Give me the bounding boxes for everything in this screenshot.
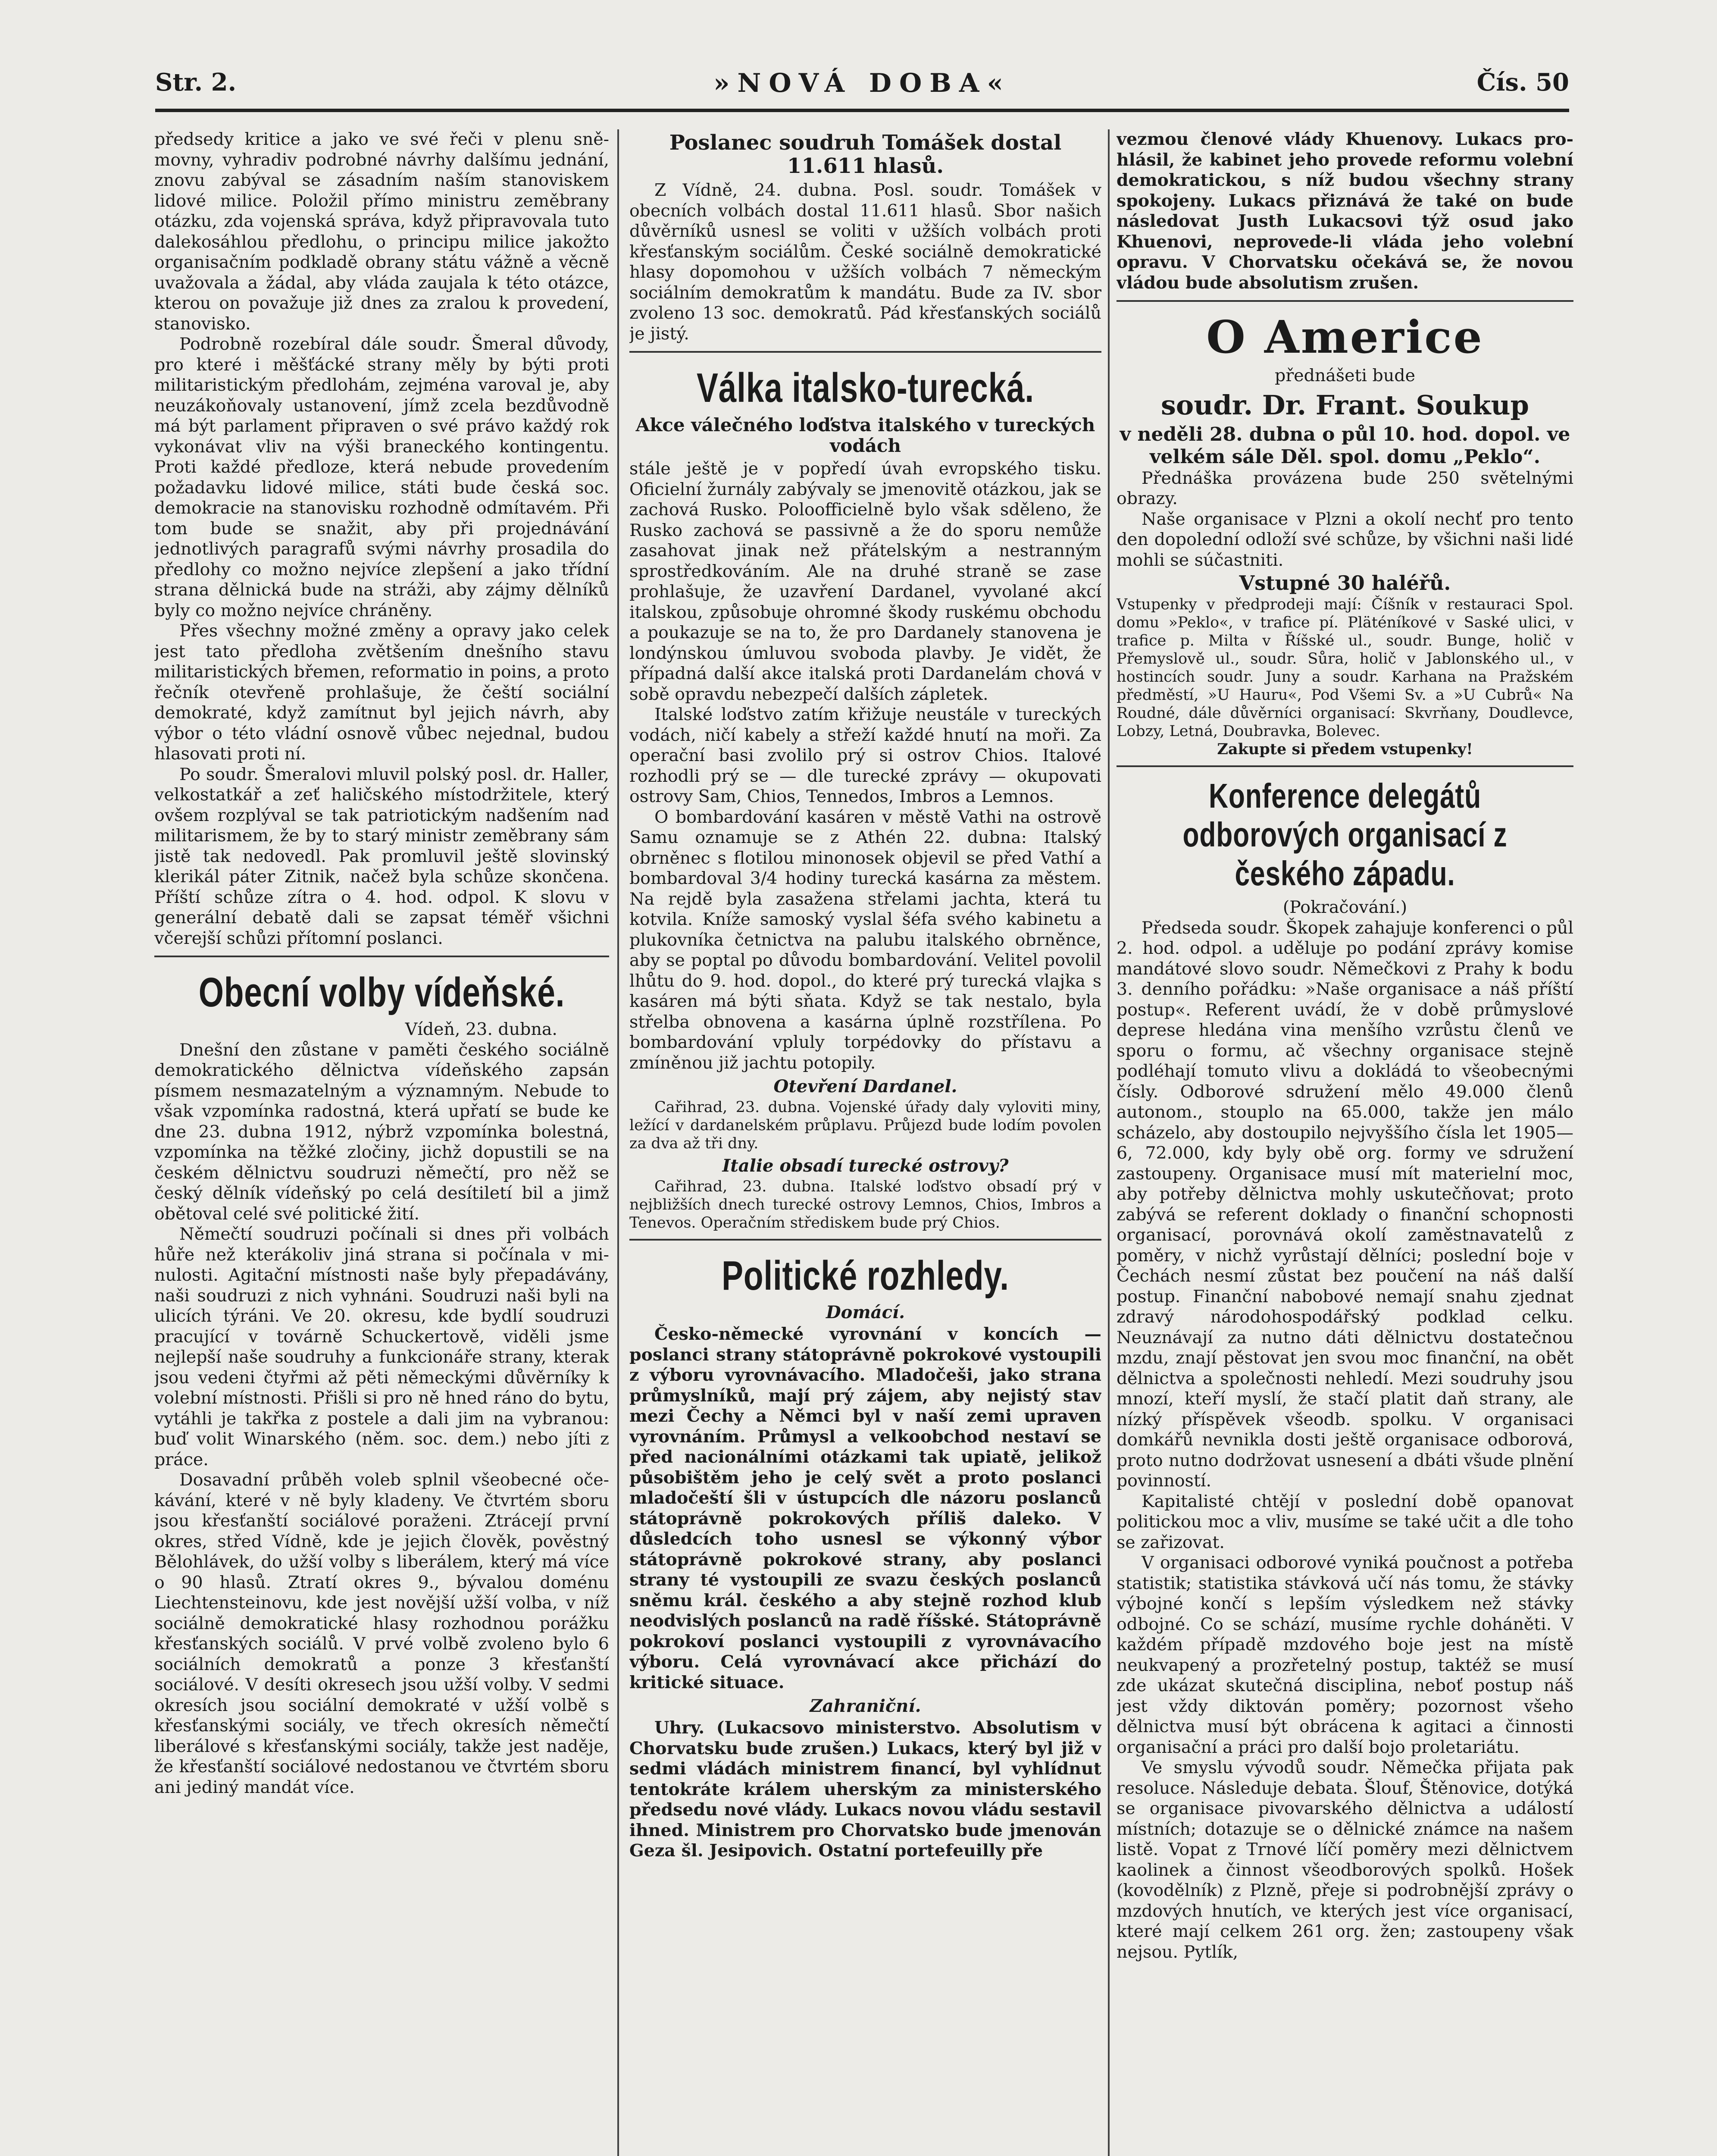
paragraph: Z Vídně, 24. dubna. Posl. soudr. Tomášek v obecních volbách dostal 11.611 hlasů. Sbor našich důvěrníků usnesl se voliti v užších volbách proti křesťanským sociálům. České sociálně demokratické hlasy dopomohou v užších volbách 7 německým sociálním demokratům k mandátu. Bude za IV. sbor zvoleno 13 soc. demokratů. Pád křesťanských sociálů je jistý. (629, 180, 1101, 344)
article-heading: Válka italsko-turecká. (697, 365, 1034, 411)
paragraph: Po soudr. Šmeralovi mluvil polský posl. dr. Haller, velkostatkář a zeť haličského místodržitele, který ovšem rozplýval se tak patriotickým nadšením nad militarismem, že by to starý ministr zeměbrany sám jistě tak nedovedl. Pak promluvil ještě slovinský klerikál páter Zitnik, načež byla schůze skončena. Příští schůze zítra o 4. hod. odpol. K slovu v generální debatě dali se zapsat téměř všichni včerejší schůzi přítomní poslanci. (154, 764, 609, 948)
masthead-title: »NOVÁ DOBA« (713, 68, 1011, 98)
section-heading: Politické rozhledy. (722, 1253, 1009, 1299)
paragraph: Předseda soudr. Škopek zahajuje konferenci o půl 2. hod. odpol. a uděluje po podání zprávy komise mandátové slovo soudr. Němečkovi z Prahy k bodu 3. denního pořádku: »Naše organisace a náš příští postup«. Referent uvádí, že v době průmyslové deprese hledána vina menšího vzrůstu členů ve sporu o formu, ač všechny organisace stejně podléhají tomuto vlivu a dokládá to všeobecnými čísly. Odborové sdružení mělo 49.000 členů autonom., stouplo na 65.000, takže jen málo scházelo, aby dostoupilo nejvyššího čísla let 1905—6, 72.000, kdy byly obě org. formy ve sdružení zastoupeny. Organisace musí mít materielní moc, aby potřeby dělnictva mohly uskutečňovat; proto zabývá se referent doklady o finanční schopnosti organisací, porovnává okolí zaměstnavatelů z poměry, v nichž vyrůstají dělníci; poslední boje v Čechách nesmí zůstat bez poučení na náš další postup. Finanční nabobové nemají snahu zjednat zdravý národohospodářský podklad celku. Neuznávají za nutno dáti dělnictvu dostatečnou mzdu, znají pěstovat jen svou moc finanční, na obět dělnictva a společnosti nehledí. Mezi soudruhy jsou mnozí, kteří myslí, že stačí platit daň strany, ale nízký příspěvek všeodb. spolku. V organisaci domkářů nevnikla dosti ještě organisace odborová, proto nutno dodržovat usnesení a dbáti všude plnění povinností. (1117, 918, 1573, 1491)
paragraph: Uhry. (Lukacsovo ministerstvo. Absolutism v Chorvatsku bude zrušen.) Lukacs, který byl již v sedmi vládách ministrem financí, byl vyhlídnut tentokráte králem uherským za ministerského předsedu nové vlády. Lukacs novou vládu sestavil ihned. Ministrem pro Chorvatsko bude jmenován Geza šl. Jesipovich. Ostatní portefeuilly pře (629, 1718, 1101, 1861)
section-rule (629, 1239, 1101, 1241)
column-3 (1117, 129, 1573, 2156)
paragraph: Ve smyslu vývodů soudr. Němečka přijata pak resoluce. Následuje debata. Šlouf, Štěnovice, dotýká se organisace pivovarského dělnictva a událostí místních; dotazuje se o dělnické známce na našem listě. Vopat z Trnové líčí poměry mezi dělnictvem kaolinek a činnost všeodborových spolků. Hošek (kovodělník) z Plzně, přeje si podrobnější zprávy o mzdových hnutích, ve kterých jest více organisací, které mají celkem 261 org. žen; zastoupeny však nejsou. Pytlík, (1117, 1758, 1573, 1962)
advert-title: O Americe (1206, 310, 1484, 364)
advert-footer: Zakupte si předem vstupenky! (1217, 740, 1473, 758)
paragraph: Dnešní den zůstane v paměti českého sociálně demokratického dělnictva vídeňského zapsán písmem nesmazatelným a významným. Nebude to však vzpomínka radostná, která upřatí se bude ke dne 23. dubna 1912, nýbrž vzpomínka bolestná, vzpomínka na těžké zločiny, jichž dopustili se na českém dělnictvu soudruzi němečtí, pro něž se český dělník vídeňský po celá desítiletí bil a jimž obětoval celé své politické žití. (154, 1040, 609, 1224)
advert-price: Vstupné 30 haléřů. (1239, 571, 1451, 595)
paragraph: Přes všechny možné změny a opravy jako celek jest tato předloha zvětšením dnešního stavu militaristických břemen, reformatio in poins, a proto řečník otevřeně prohlašuje, že čeští sociální demokraté, když zamítnut byl jejich návrh, aby výbor o této vládní osnově vůbec nejednal, budou hlasovati proti ní. (154, 621, 609, 764)
article-heading: Konference delegátů odborových organisací z českého západu. (1182, 777, 1507, 893)
advert-line: přednášeti bude (1275, 366, 1415, 385)
header-rule (155, 109, 1569, 112)
column-divider (1108, 129, 1110, 2156)
paragraph: O bombardování kasáren v městě Vathi na ostrově Samu oznamuje se z Athén 22. dubna: Italský obrněnec s flotilou minonosek objevil se před Vathí a bombardoval 3/4 hodiny turecká kasárna za městem. Na rejdě byla zasažena střelami jachta, která tu kotvila. Kníže samoský vyslal šéfa svého kabinetu a plukovníka četnictva na palubu italského obrněnce, aby se poptal po důvodu bombardování. Velitel povolil lhůtu do 9. hod. dopol., do které prý turecká vlajka s kasáren má býti sňata. Když se tak nestalo, byla střelba obnovena a kasárna úplně rozstřílena. Po bombardování vpluly torpédovky do přístavu a zmíněnou již jachtu potopily. (629, 807, 1101, 1073)
column-1 (154, 129, 609, 2156)
paragraph: V organisaci odborové vyniká poučnost a potřeba statistik; statistika stávková učí nás tomu, že stávky výbojné končí s lepším výsledkem než stávky odbojné. Co se schází, musíme rychle doháněti. V každém případě mzdového boje jest na místě neukvapený a prozřetelný postup, taktéž se musí zde ukázat skutečná disciplina, neboť postup náš jest vždy diktován poměry; pozornost všeho dělnictva musí být obrácena k agitaci a činnosti organisační a práci pro další bojo proletariátu. (1117, 1553, 1573, 1757)
column-2 (629, 129, 1101, 2156)
article-heading: Poslanec soudruh Tomášek dostal 11.611 hlasů. (669, 131, 1062, 178)
section-rule (154, 956, 609, 957)
paragraph: Italské loďstvo zatím křižuje neustále v tureckých vodách, ničí kabely a střeží každé hnutí na moři. Za operační basi zvolilo prý si ostrov Chios. Italové rozhodli prý se — dle turecké zprávy — okupovati ostrovy Sam, Chios, Tennedos, Imbros a Lemnos. (629, 705, 1101, 806)
paragraph: Česko-německé vyrovnání v koncích — poslanci strany státoprávně pokrokové vystoupili z výboru vyrovnávacího. Mladočeši, jako strana průmyslníků, mají prý zájem, aby nejistý stav mezi Čechy a Němci byl v naší zemi upraven vyrovnáním. Průmysl a velkoobchod nestaví se před nacionálními otázkami tak upiatě, jelikož působištěm jeho je celý svět a proto poslanci mladočeští šli v ústupcích dle názoru poslanců státoprávně pokrokových příliš daleko. V důsledcích toho usnesl se výkonný výbor státoprávně pokrokové strany, aby poslanci strany té vystoupili ze svazu českých poslanců sněmu král. českého a aby stejně rozhod klub neodvislých poslanců na radě říšské. Státoprávně pokrokoví poslanci vystoupili z vyrovnávacího výboru. Celá vyrovnávací akce přichází do kritické situace. (629, 1324, 1101, 1692)
paragraph: vezmou členové vlády Khuenovy. Lukacs prohlásil, že kabinet jeho provede reformu volební demokratickou, s níž budou všechny strany spokojeny. Lukacs přiznává že také on bude následovat Justh Lukacsovi týž osud jako Khuenovi, neprovede-li vláda jeho volební opravu. V Chorvatsku očekává se, že novou vládou bude absolutism zrušen. (1117, 129, 1573, 293)
issue-number: Čís. 50 (1476, 68, 1569, 97)
paragraph: předsedy kritice a jako ve své řeči v plenu sněmovny, vyhradiv podrobné návrhy dalšímu jednání, znovu zabýval se zásadním naším stanoviskem lidové milice. Položil přímo ministru zeměbrany otázku, zda vojenská správa, když připravovala tuto dalekosáhlou předlohu, o principu milice jakožto organisačním podkladě obrany státu vážně a věcně uvažovala a žádal, aby vláda zaujala k této otázce, kterou on považuje již dnes za zralou k provedení, stanovisko. (154, 129, 609, 334)
continuation-note: (Pokračování.) (1282, 897, 1407, 917)
news-subheading: Otevření Dardanel. (773, 1076, 957, 1097)
section-rule (629, 351, 1101, 353)
article-subheading: Akce válečného loďstva italského v tureckých vodách (635, 414, 1095, 456)
advert-speaker: soudr. Dr. Frant. Soukup (1161, 389, 1529, 421)
article-heading: Obecní volby vídeňské. (198, 969, 565, 1015)
paragraph: Němečtí soudruzi počínali si dnes při volbách hůře než kterákoliv jiná strana si počínala v minulosti. Agitační místnosti naše byly přepadávány, naši soudruzi z nich vyhnáni. Soudruzi naši byli na ulicích týráni. Ve 20. okresu, kde bydlí soudruzi pracující v továrně Schuckertově, viděli jsme nejlepší naše soudruhy a funkcionáře strany, kterak jsou vedeni čtyřmi až pěti německými důvěrníky k volební místnosti. Přišli si pro ně hned ráno do bytu, vytáhli je takřka z postele a dali jim na vybranou: buď volit Winarského (něm. soc. dem.) nebo jíti z práce. (154, 1224, 609, 1470)
section-subheading: Domácí. (826, 1302, 905, 1322)
page-header (155, 68, 1569, 103)
paragraph: Kapitalisté chtějí v poslední době opanovat politickou moc a vliv, musíme se také učit a dle toho se zařizovat. (1117, 1491, 1573, 1552)
paragraph: Podrobně rozebíral dále soudr. Šmeral důvody, pro které i měšťácké strany měly by býti proti militaristickým předlohám, zejména varoval je, aby neuzákoňovaly ustanovení, jímž zcela bezdůvodně má být parlament připraven o své právo každý rok vykonávat vliv na výši braneckého kontingentu. Proti každé předloze, která nebude provedením požadavku lidové milice, státi bude česká soc. demokracie na stanovisku rozhodně odmítavém. Při tom bude se snažit, aby při projednávání jednotlivých paragrafů svými návrhy prosadila do předlohy co možno nejvíce zlepšení a jako třídní strana dělnická bude na stráži, aby zájmy dělníků byly co možno nejvíce chráněny. (154, 334, 609, 620)
section-rule (1117, 765, 1573, 767)
paragraph: Dosavadní průběh voleb splnil všeobecné očekávání, které v ně byly kladeny. Ve čtvrtém sboru jsou křesťanští sociálové poraženi. Ztrácejí první okres, střed Vídně, kde je jejich člověk, pověstný Bělohlávek, do užší volby s liberálem, který má více o 90 hlasů. Ztratí okres 9., bývalou doménu Liechtensteinovu, kde jest novější užší volba, v níž sociálně demokratické hlasy rozhodnou porážku křesťanských sociálů. V prvé volbě zvoleno bylo 6 sociálních demokratů a ponze 3 křesťanští sociálové. V desíti okresech jsou užší volby. V sedmi okresích jsou sociální demokraté v užší volbě s křesťanskými sociály, ve třech okresích němečtí liberálové s křesťanskými sociály, takže jest naděje, že křesťanští sociálové nedostanou ve čtvrtém sboru ani jediný mandát více. (154, 1470, 609, 1797)
news-subheading: Italie obsadí turecké ostrovy? (722, 1156, 1009, 1176)
column-divider (617, 129, 619, 2156)
paragraph: Naše organisace v Plzni a okolí nechť pro tento den dopolední odloží své schůze, by všichni naši lidé mohli se súčastniti. (1117, 509, 1573, 570)
paragraph: Vstupenky v předprodeji mají: Číšník v restauraci Spol. domu »Peklo«, v trafice pí. Pläténíkové v Saské ulici, v trafice p. Milta v Říšské ul., soudr. Bunge, holič v Přemyslově ul., soudr. Sůra, holič v Jablonského ul., v hostincích soudr. Juny a soudr. Karhana na Pražském předměstí, »U Hauru«, Pod Všemi Sv. a »U Cubrů« Na Roudné, dále důvěrníci organisací: Skvrňany, Doudlevce, Lobzy, Letná, Doubravka, Bolevec. (1117, 596, 1573, 740)
paragraph: Cařihrad, 23. dubna. Italské loďstvo obsadí prý v nejbližších dnech turecké ostrovy Lemnos, Chios, Imbros a Tenevos. Operačním střediskem bude prý Chios. (629, 1178, 1101, 1232)
section-subheading: Zahraniční. (810, 1696, 921, 1716)
section-rule (1117, 300, 1573, 302)
paragraph: Přednáška provázena bude 250 světelnými obrazy. (1117, 468, 1573, 508)
advert-when: v neděli 28. dubna o půl 10. hod. dopol. ve velkém sále Děl. spol. domu „Peklo“. (1120, 423, 1570, 468)
paragraph: stále ještě je v popředí úvah evropského tisku. Oficielní žurnály zabývaly se jmenovitě otázkou, jak se zachová Rusko. Poloofficielně bylo však sděleno, že Rusko zachová se passivně a že do sporu nemůže zasahovat jinak než přátelským a nestranným sprostředkováním. Ale na druhé straně se zase prohlašuje, že uzavření Dardanel, vyvolané akcí italskou, způsobuje ohromné škody ruskému obchodu a poukazuje se na to, že pro Dardanely stanovena je londýnskou úmluvou svoboda plavby. Je vidět, že případná další akce italská proti Dardanelám chová v sobě opravdu nebezpečí dalších zápletek. (629, 459, 1101, 704)
paragraph: Cařihrad, 23. dubna. Vojenské úřady daly vyloviti miny, ležící v dardanelském průplavu. Průjezd bude lodím povolen za dva až tři dny. (629, 1099, 1101, 1152)
dateline: Vídeň, 23. dubna. (405, 1019, 557, 1039)
page-number: Str. 2. (155, 68, 237, 97)
